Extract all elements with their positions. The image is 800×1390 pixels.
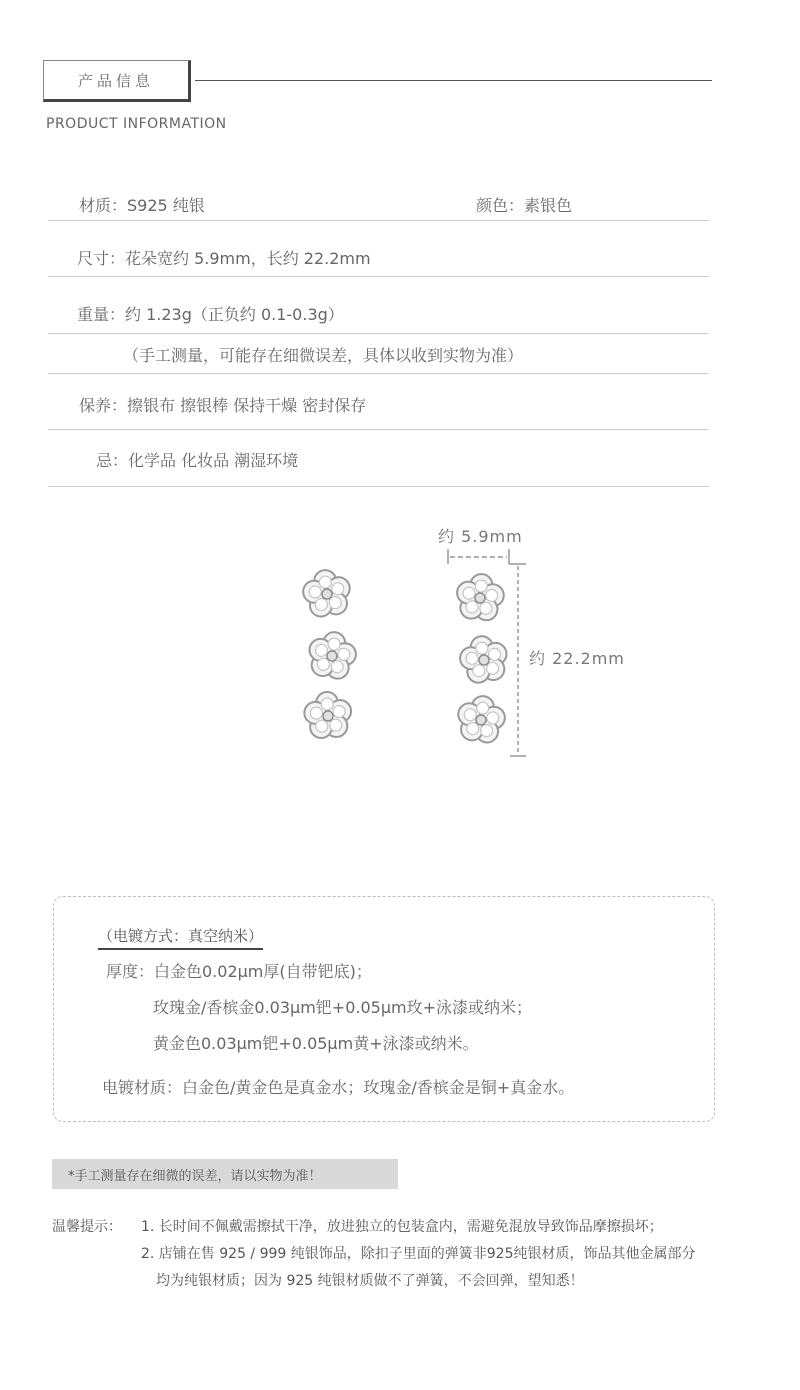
row-divider bbox=[48, 276, 709, 277]
title-divider bbox=[195, 80, 712, 81]
row-divider bbox=[48, 373, 709, 374]
avoid-text: 忌：化学品 化妆品 潮湿环境 bbox=[96, 451, 299, 470]
size-text: 尺寸：花朵宽约 5.9mm，长约 22.2mm bbox=[77, 249, 371, 268]
length-dimension-marker bbox=[510, 566, 526, 756]
tip-item-2-continued: 均为纯银材质；因为 925 纯银材质做不了弹簧，不会回弹，望知悉！ bbox=[156, 1273, 584, 1289]
care-text: 保养：擦银布 擦银棒 保持干燥 密封保存 bbox=[79, 396, 367, 415]
row-divider bbox=[48, 486, 709, 487]
plating-rose-gold-line: 玫瑰金/香槟金0.03μm钯+0.05μm玫+泳漆或纳米； bbox=[153, 998, 532, 1017]
measurement-note bbox=[52, 1159, 398, 1189]
tip-item-2: 2. 店铺在售 925 / 999 纯银饰品，除扣子里面的弹簧非925纯银材质，饰品其他金属部分 bbox=[141, 1246, 696, 1262]
weight-note-text: （手工测量，可能存在细微误差，具体以收到实物为准） bbox=[123, 346, 524, 365]
color-text: 颜色：素银色 bbox=[476, 196, 573, 215]
earring-left bbox=[300, 567, 359, 739]
plating-heading: （电镀方式：真空纳米） bbox=[98, 925, 263, 950]
earring-right bbox=[454, 572, 510, 745]
measurement-note-text: *手工测量存在细微的误差，请以实物为准！ bbox=[68, 1168, 322, 1184]
tips-label: 温馨提示： bbox=[52, 1219, 122, 1235]
length-dimension-label: 约 22.2mm bbox=[529, 649, 625, 668]
row-divider bbox=[48, 220, 709, 221]
section-title-box bbox=[43, 60, 191, 102]
plating-material-line: 电镀材质：白金色/黄金色是真金水；玫瑰金/香槟金是铜+真金水。 bbox=[102, 1078, 575, 1097]
material-text: 材质：S925 纯银 bbox=[79, 196, 205, 215]
weight-text: 重量：约 1.23g（正负约 0.1-0.3g） bbox=[77, 305, 344, 324]
row-divider bbox=[48, 429, 709, 430]
section-title: 产品信息 bbox=[77, 71, 154, 90]
section-subtitle: PRODUCT INFORMATION bbox=[46, 116, 227, 132]
earring-illustration bbox=[280, 540, 550, 770]
width-dimension-label: 约 5.9mm bbox=[438, 527, 523, 546]
plating-gold-line: 黄金色0.03μm钯+0.05μm黄+泳漆或纳米。 bbox=[153, 1034, 479, 1053]
row-divider bbox=[48, 333, 709, 334]
width-dimension-marker bbox=[448, 549, 526, 564]
plating-thickness-line: 厚度：白金色0.02μm厚(自带钯底)； bbox=[106, 962, 372, 981]
tip-item-1: 1. 长时间不佩戴需擦拭干净，放进独立的包装盒内，需避免混放导致饰品摩擦损坏； bbox=[141, 1219, 663, 1235]
